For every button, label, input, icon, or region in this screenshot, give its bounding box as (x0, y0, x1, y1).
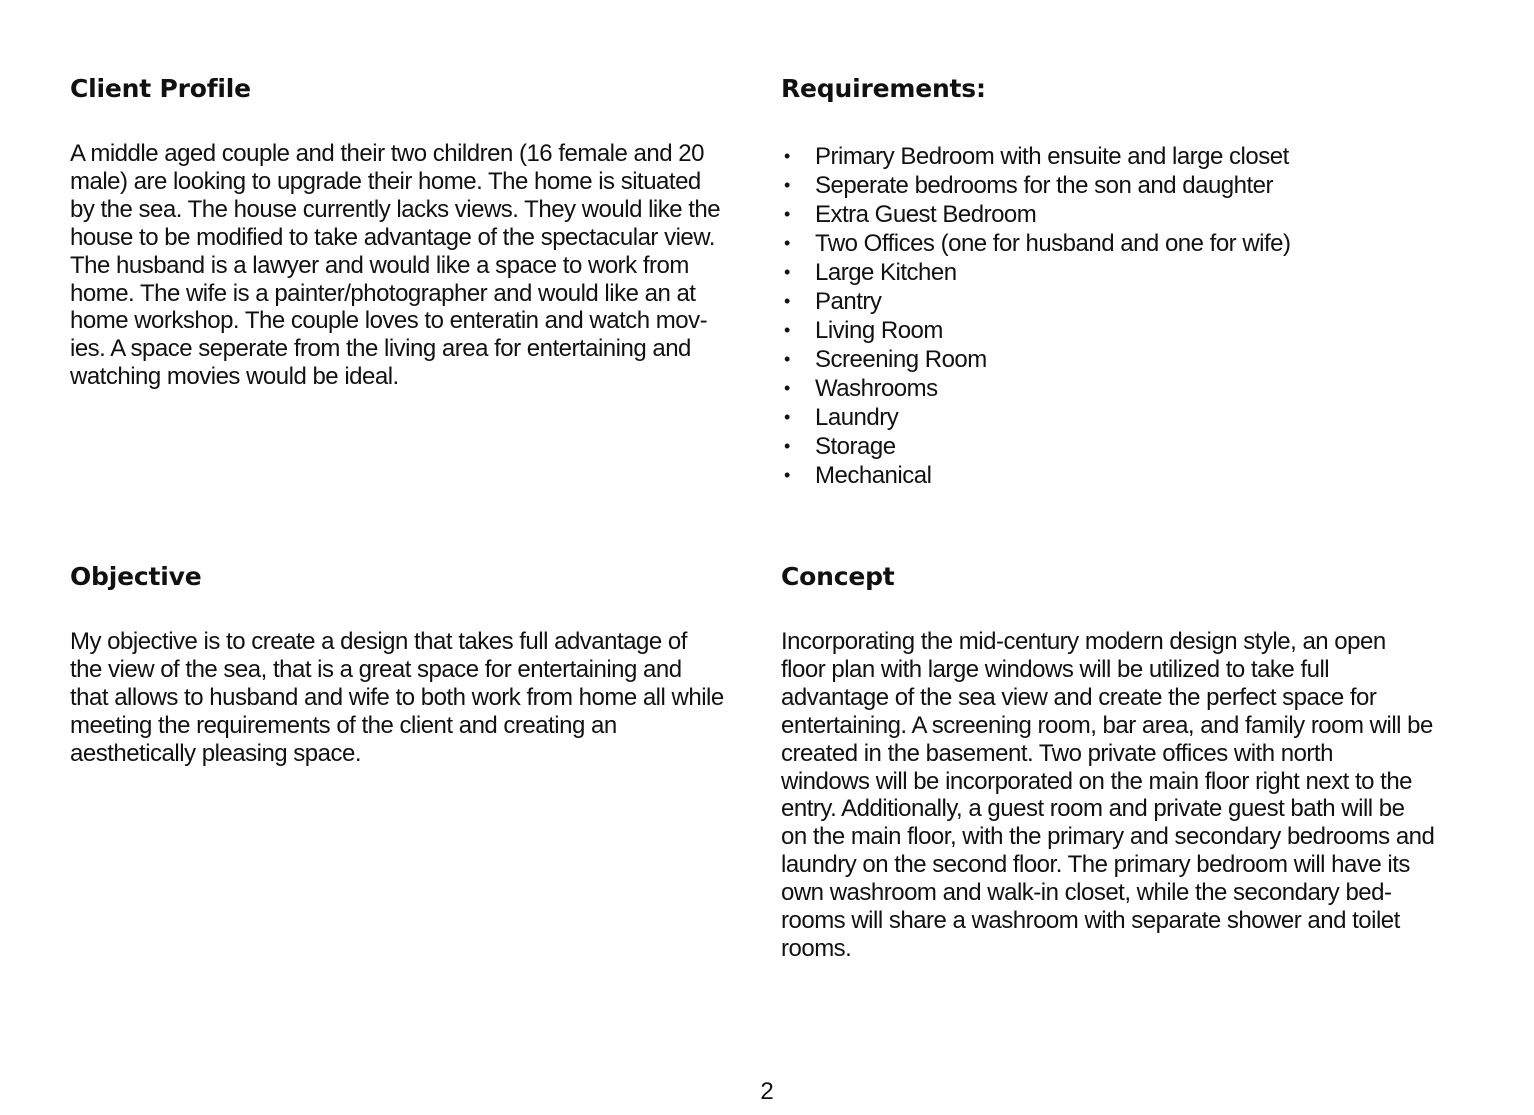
concept-heading: Concept (781, 562, 895, 591)
client-profile-heading: Client Profile (70, 74, 251, 103)
bullet-icon: • (784, 465, 790, 485)
requirement-label: Primary Bedroom with ensuite and large closet (815, 143, 1289, 170)
bullet-icon: • (784, 407, 790, 427)
bullet-icon: • (784, 204, 790, 224)
requirement-label: Storage (815, 433, 896, 460)
concept-line: own washroom and walk-in closet, while the secondary bed- (781, 879, 1392, 907)
objective-line: aesthetically pleasing space. (70, 739, 362, 767)
concept-line: rooms. (781, 934, 852, 962)
requirement-label: Mechanical (815, 462, 932, 489)
concept-line: rooms will share a washroom with separate shower and toilet (781, 907, 1400, 935)
objective-section (70, 562, 760, 768)
bullet-icon: • (784, 175, 790, 195)
client-profile-line: watching movies would be ideal. (70, 363, 399, 391)
bullet-icon: • (784, 378, 790, 398)
client-profile-line: male) are looking to upgrade their home. The home is situated (70, 167, 701, 195)
concept-line: floor plan with large windows will be utilized to take full (781, 655, 1330, 683)
bullet-icon: • (784, 291, 790, 311)
page-number: 2 (760, 1078, 774, 1105)
requirements-section (781, 74, 1481, 490)
objective-line: the view of the sea, that is a great space for entertaining and (70, 655, 682, 683)
list-item (781, 374, 1481, 403)
list-item (781, 142, 1481, 171)
concept-line: entertaining. A screening room, bar area, and family room will be (781, 711, 1433, 739)
list-item (781, 229, 1481, 258)
list-item (781, 345, 1481, 374)
list-item (781, 316, 1481, 345)
list-item (781, 287, 1481, 316)
concept-text (781, 628, 1481, 963)
requirement-label: Two Offices (one for husband and one for wife) (815, 230, 1291, 257)
concept-line: on the main floor, with the primary and secondary bedrooms and (781, 823, 1435, 851)
client-profile-line: ies. A space seperate from the living area for entertaining and (70, 335, 691, 363)
requirement-label: Pantry (815, 288, 882, 315)
client-profile-line: by the sea. The house currently lacks views. They would like the (70, 195, 721, 223)
bullet-icon: • (784, 146, 790, 166)
concept-section (781, 562, 1481, 963)
requirement-label: Laundry (815, 404, 899, 431)
concept-line: windows will be incorporated on the main floor right next to the (781, 767, 1413, 795)
objective-line: that allows to husband and wife to both work from home all while (70, 683, 724, 711)
concept-line: created in the basement. Two private offices with north (781, 739, 1333, 767)
list-item (781, 461, 1481, 490)
list-item (781, 200, 1481, 229)
requirement-label: Washrooms (815, 375, 938, 402)
requirement-label: Extra Guest Bedroom (815, 201, 1037, 228)
list-item (781, 258, 1481, 287)
concept-line: Incorporating the mid-century modern design style, an open (781, 628, 1386, 655)
client-profile-line: The husband is a lawyer and would like a space to work from (70, 251, 689, 279)
concept-line: entry. Additionally, a guest room and private guest bath will be (781, 795, 1405, 823)
bullet-icon: • (784, 349, 790, 369)
client-profile-section (70, 74, 760, 391)
list-item (781, 171, 1481, 200)
list-item (781, 432, 1481, 461)
bullet-icon: • (784, 436, 790, 456)
bullet-icon: • (784, 320, 790, 340)
client-profile-line: home workshop. The couple loves to enteratin and watch mov- (70, 307, 708, 335)
concept-line: advantage of the sea view and create the perfect space for (781, 683, 1377, 711)
client-profile-line: house to be modified to take advantage of the spectacular view. (70, 223, 715, 251)
objective-line: My objective is to create a design that takes full advantage of (70, 628, 687, 655)
bullet-icon: • (784, 262, 790, 282)
requirement-label: Large Kitchen (815, 259, 957, 286)
concept-line: laundry on the second floor. The primary bedroom will have its (781, 851, 1410, 879)
requirement-label: Seperate bedrooms for the son and daughter (815, 172, 1273, 199)
client-profile-line: home. The wife is a painter/photographer and would like an at (70, 279, 696, 307)
client-profile-line: A middle aged couple and their two children (16 female and 20 (70, 140, 704, 167)
requirements-heading: Requirements: (781, 74, 986, 103)
list-item (781, 403, 1481, 432)
client-profile-text (70, 140, 760, 391)
objective-line: meeting the requirements of the client and creating an (70, 711, 617, 739)
requirement-label: Screening Room (815, 346, 987, 373)
requirements-list (781, 142, 1481, 490)
requirement-label: Living Room (815, 317, 943, 344)
bullet-icon: • (784, 233, 790, 253)
objective-text (70, 628, 760, 768)
objective-heading: Objective (70, 562, 202, 591)
